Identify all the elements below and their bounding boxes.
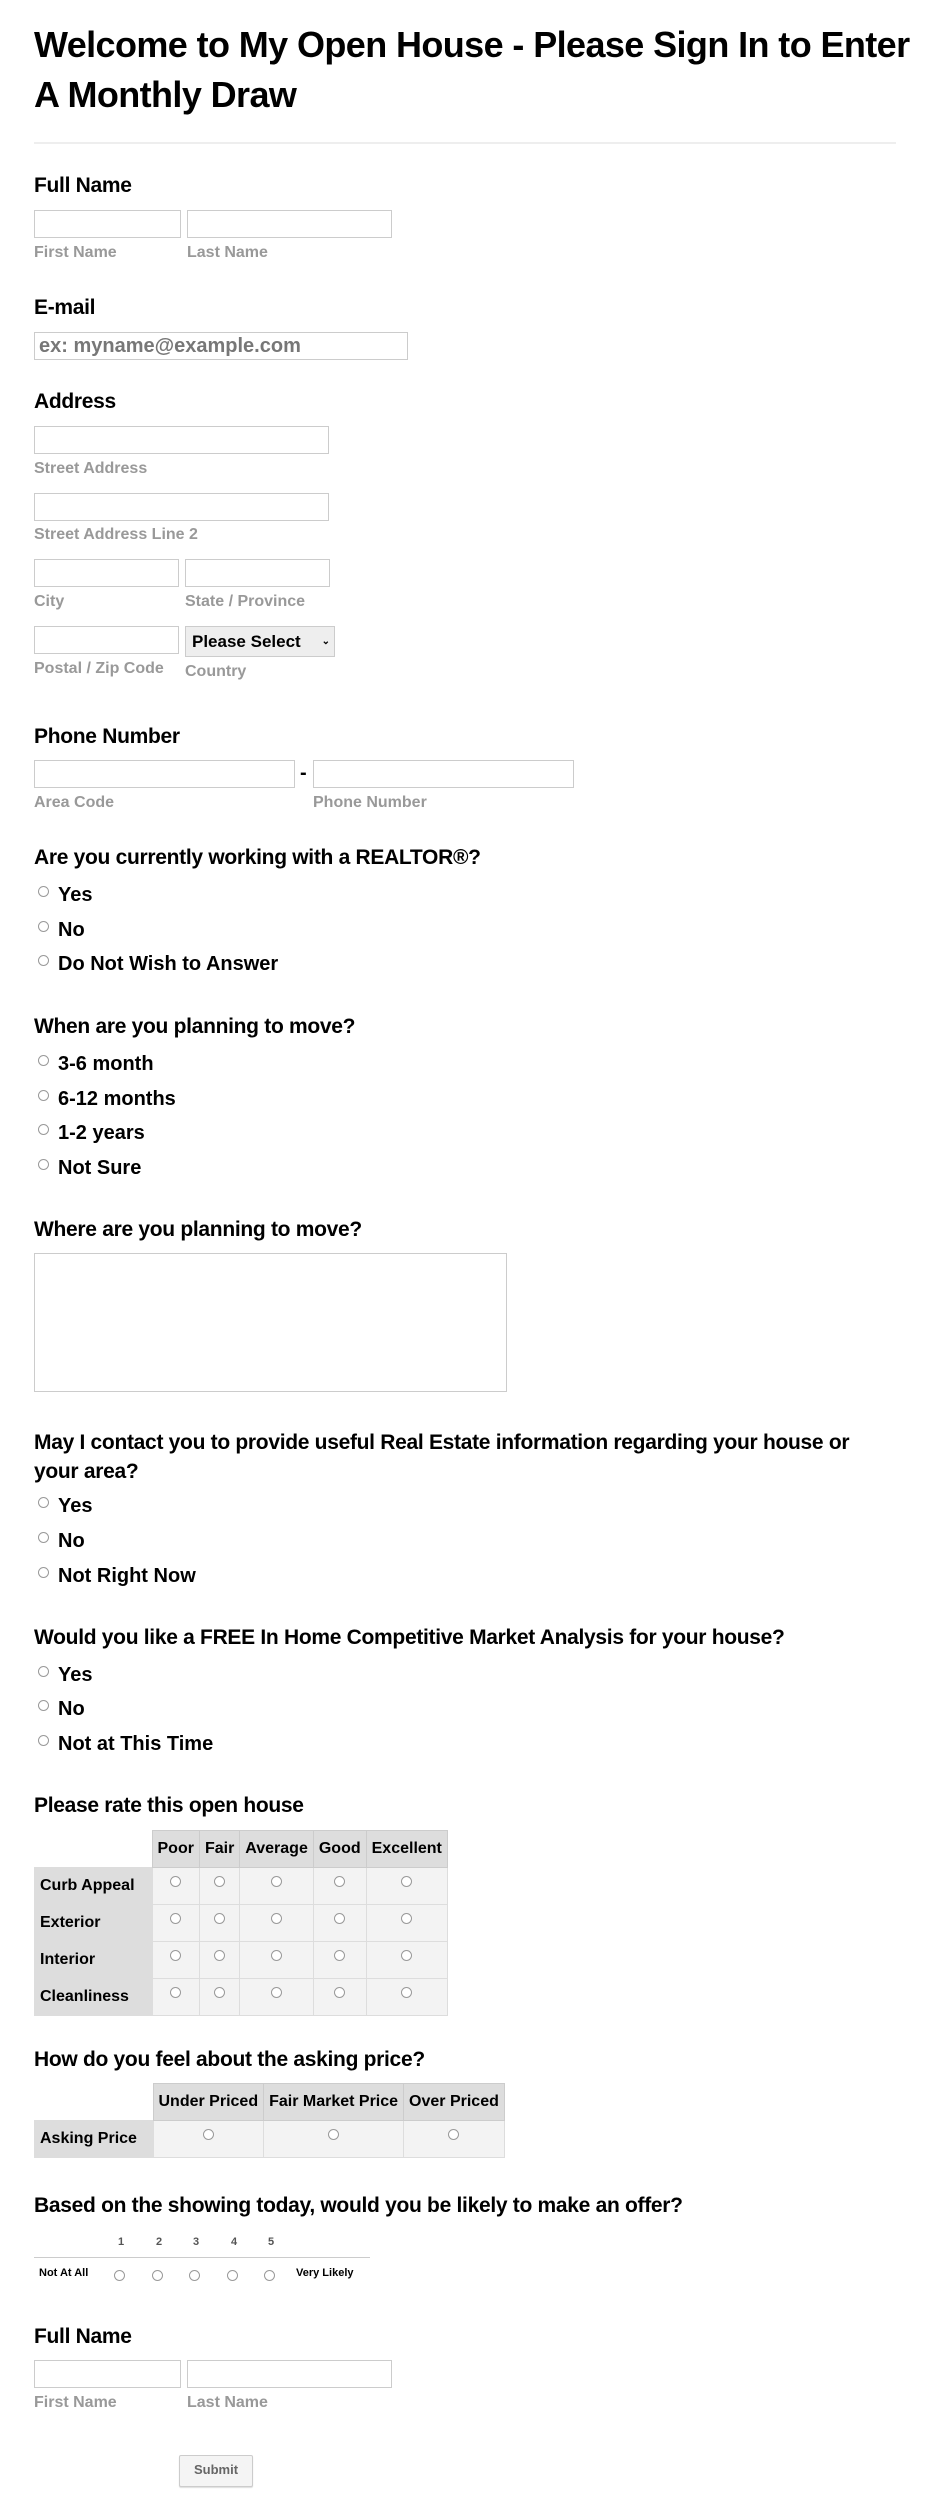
matrix-cell [152, 1905, 199, 1942]
option-label: Yes [58, 884, 93, 906]
contact-option-not-now[interactable] [34, 1565, 196, 1588]
matrix-row [35, 1868, 448, 1905]
radio-button[interactable] [38, 1567, 49, 1578]
option-label: No [58, 1530, 85, 1552]
radio-button[interactable] [448, 2129, 459, 2140]
matrix-cell [264, 2121, 404, 2158]
radio-button[interactable] [38, 886, 49, 897]
city-sublabel: City [34, 593, 65, 610]
realtor-option-no-answer[interactable] [34, 953, 278, 976]
full-name-2-label: Full Name [34, 2325, 132, 2348]
move-option-6-12[interactable] [34, 1088, 176, 1111]
matrix-cell [366, 1868, 447, 1905]
column-header: Good [313, 1831, 366, 1868]
radio-button[interactable] [334, 1913, 345, 1924]
radio-button[interactable] [401, 1913, 412, 1924]
divider [34, 142, 896, 144]
price-matrix [34, 2083, 505, 2158]
contact-option-yes[interactable] [34, 1495, 92, 1518]
street-address-2-input[interactable] [34, 493, 329, 521]
state-input[interactable] [185, 559, 330, 587]
first-name-2-input[interactable] [34, 2360, 181, 2388]
country-sublabel: Country [185, 663, 247, 680]
matrix-cell [240, 1868, 314, 1905]
radio-button[interactable] [271, 1987, 282, 1998]
phone-number-input[interactable] [313, 760, 574, 788]
scale-low-label: Not At All [39, 2267, 89, 2279]
matrix-row [35, 1979, 448, 2016]
matrix-cell [240, 1905, 314, 1942]
radio-button[interactable] [328, 2129, 339, 2140]
radio-button[interactable] [170, 1950, 181, 1961]
state-sublabel: State / Province [185, 593, 306, 610]
scale-high-label: Very Likely [296, 2267, 354, 2279]
street-address-2-sublabel: Street Address Line 2 [34, 526, 198, 543]
matrix-cell [366, 1979, 447, 2016]
first-name-2-sublabel: First Name [34, 2394, 117, 2411]
option-label: Yes [58, 1495, 93, 1517]
area-code-input[interactable] [34, 760, 295, 788]
row-header: Interior [35, 1942, 153, 1979]
scale-number: 5 [268, 2236, 275, 2248]
rating-question: Please rate this open house [34, 1794, 304, 1817]
cma-option-not-now[interactable] [34, 1733, 213, 1756]
matrix-cell [313, 1942, 366, 1979]
radio-button[interactable] [38, 1055, 49, 1066]
radio-button[interactable] [38, 1735, 49, 1746]
move-where-textarea[interactable] [34, 1253, 507, 1392]
radio-button[interactable] [38, 921, 49, 932]
phone-number-sublabel: Phone Number [313, 794, 427, 811]
radio-button[interactable] [189, 2270, 200, 2281]
price-question: How do you feel about the asking price? [34, 2048, 425, 2071]
move-where-question: Where are you planning to move? [34, 1218, 362, 1241]
cma-option-no[interactable] [34, 1698, 85, 1721]
move-option-3-6[interactable] [34, 1053, 154, 1076]
scale-number: 3 [193, 2236, 200, 2248]
matrix-cell [152, 1868, 199, 1905]
radio-button[interactable] [214, 1913, 225, 1924]
matrix-row [35, 2121, 505, 2158]
radio-button[interactable] [271, 1913, 282, 1924]
option-label: 3-6 month [58, 1053, 154, 1075]
radio-button[interactable] [334, 1950, 345, 1961]
matrix-cell [404, 2121, 505, 2158]
option-label: No [58, 1698, 85, 1720]
radio-button[interactable] [271, 1950, 282, 1961]
country-select[interactable] [185, 626, 335, 657]
option-label: Not Sure [58, 1157, 142, 1179]
contact-option-no[interactable] [34, 1530, 85, 1553]
radio-button[interactable] [152, 2270, 163, 2281]
first-name-input[interactable] [34, 210, 181, 238]
row-header: Curb Appeal [35, 1868, 153, 1905]
zip-input[interactable] [34, 626, 179, 654]
street-address-input[interactable] [34, 426, 329, 454]
radio-button[interactable] [38, 1124, 49, 1135]
move-option-1-2[interactable] [34, 1122, 145, 1145]
scale-number: 2 [156, 2236, 163, 2248]
move-option-not-sure[interactable] [34, 1157, 141, 1180]
radio-button[interactable] [114, 2270, 125, 2281]
matrix-cell [366, 1905, 447, 1942]
column-header: Fair Market Price [264, 2084, 404, 2121]
matrix-cell [152, 1942, 199, 1979]
matrix-cell [240, 1942, 314, 1979]
matrix-cell [152, 1979, 199, 2016]
radio-button[interactable] [401, 1987, 412, 1998]
realtor-question: Are you currently working with a REALTOR®? [34, 846, 481, 869]
cma-option-yes[interactable] [34, 1664, 92, 1687]
matrix-cell [366, 1942, 447, 1979]
row-header: Exterior [35, 1905, 153, 1942]
radio-button[interactable] [38, 1700, 49, 1711]
column-header: Excellent [366, 1831, 447, 1868]
phone-dash: - [300, 762, 307, 784]
matrix-row [35, 1942, 448, 1979]
country-select-value: Please Select [192, 632, 301, 651]
radio-button[interactable] [401, 1876, 412, 1887]
radio-button[interactable] [271, 1876, 282, 1887]
zip-sublabel: Postal / Zip Code [34, 660, 164, 677]
scale-number: 4 [231, 2236, 238, 2248]
matrix-cell [313, 1868, 366, 1905]
last-name-input[interactable] [187, 210, 392, 238]
matrix-cell [153, 2121, 264, 2158]
row-header: Cleanliness [35, 1979, 153, 2016]
radio-button[interactable] [334, 1987, 345, 1998]
column-header: Over Priced [404, 2084, 505, 2121]
full-name-label: Full Name [34, 174, 132, 197]
city-input[interactable] [34, 559, 179, 587]
matrix-cell [199, 1905, 239, 1942]
row-header: Asking Price [35, 2121, 154, 2158]
column-header: Average [240, 1831, 314, 1868]
phone-label: Phone Number [34, 725, 180, 748]
radio-button[interactable] [38, 1532, 49, 1543]
scale-divider [34, 2257, 370, 2258]
radio-button[interactable] [170, 1876, 181, 1887]
matrix-row [35, 1905, 448, 1942]
column-header: Fair [199, 1831, 239, 1868]
option-label: Do Not Wish to Answer [58, 953, 279, 975]
option-label: 1-2 years [58, 1122, 145, 1144]
radio-button[interactable] [170, 1987, 181, 1998]
first-name-sublabel: First Name [34, 244, 117, 261]
radio-button[interactable] [227, 2270, 238, 2281]
option-label: Not Right Now [58, 1565, 196, 1587]
scale-number: 1 [118, 2236, 125, 2248]
radio-button[interactable] [38, 1497, 49, 1508]
last-name-2-input[interactable] [187, 2360, 392, 2388]
column-header: Under Priced [153, 2084, 264, 2121]
cma-question: Would you like a FREE In Home Competitive Market Analysis for your house? [34, 1626, 785, 1649]
radio-button[interactable] [264, 2270, 275, 2281]
matrix-cell [199, 1868, 239, 1905]
matrix-cell [313, 1979, 366, 2016]
column-header: Poor [152, 1831, 199, 1868]
matrix-cell [313, 1905, 366, 1942]
radio-button[interactable] [38, 1159, 49, 1170]
radio-button[interactable] [38, 955, 49, 966]
submit-button[interactable]: Submit [179, 2455, 253, 2487]
matrix-cell [199, 1979, 239, 2016]
radio-button[interactable] [334, 1876, 345, 1887]
option-label: Not at This Time [58, 1733, 214, 1755]
radio-button[interactable] [401, 1950, 412, 1961]
chevron-down-icon: ⌄ [321, 636, 330, 647]
radio-button[interactable] [214, 1876, 225, 1887]
radio-button[interactable] [203, 2129, 214, 2140]
area-code-sublabel: Area Code [34, 794, 115, 811]
realtor-option-yes[interactable] [34, 884, 92, 907]
email-label: E-mail [34, 296, 96, 319]
radio-button[interactable] [38, 1666, 49, 1677]
option-label: 6-12 months [58, 1088, 176, 1110]
matrix-cell [240, 1979, 314, 2016]
rating-matrix [34, 1830, 448, 2016]
contact-question: May I contact you to provide useful Real Estate information regarding your house or your area? [34, 1431, 850, 1483]
move-when-question: When are you planning to move? [34, 1015, 356, 1038]
option-label: Yes [58, 1664, 93, 1686]
radio-button[interactable] [214, 1987, 225, 1998]
email-input[interactable]: ex: myname@example.com [34, 332, 408, 360]
radio-button[interactable] [214, 1950, 225, 1961]
radio-button[interactable] [38, 1090, 49, 1101]
last-name-2-sublabel: Last Name [187, 2394, 268, 2411]
realtor-option-no[interactable] [34, 919, 85, 942]
option-label: No [58, 919, 85, 941]
radio-button[interactable] [170, 1913, 181, 1924]
matrix-cell [199, 1942, 239, 1979]
offer-question: Based on the showing today, would you be likely to make an offer? [34, 2194, 683, 2217]
address-label: Address [34, 390, 116, 413]
last-name-sublabel: Last Name [187, 244, 268, 261]
page-title: Welcome to My Open House - Please Sign In to Enter A Monthly Draw [34, 24, 910, 115]
street-address-sublabel: Street Address [34, 460, 148, 477]
